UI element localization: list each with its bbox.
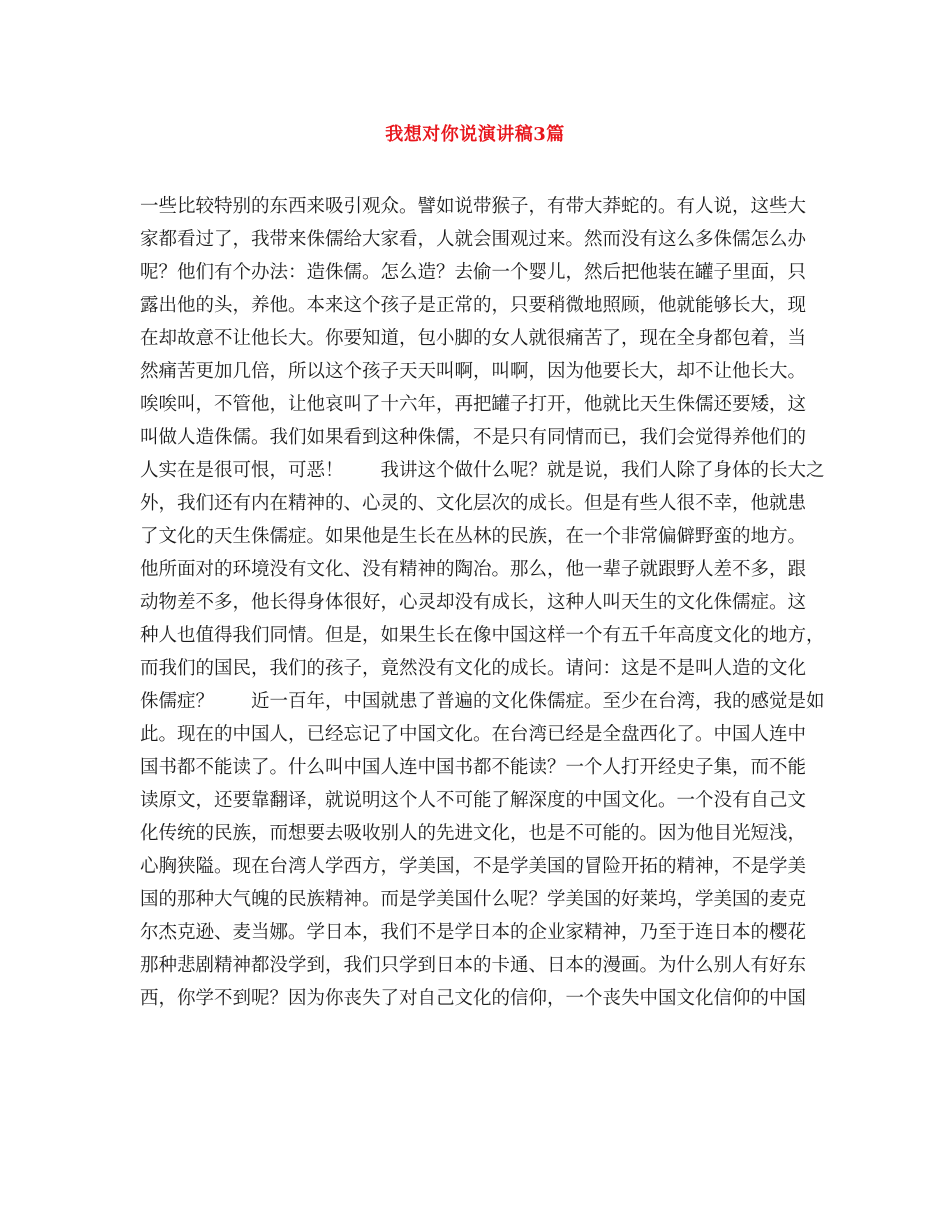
body-line: 心胸狭隘。现在台湾人学西方，学美国，不是学美国的冒险开拓的精神，不是学美 [140, 856, 807, 877]
document-body [140, 190, 825, 1015]
body-line: 呢？他们有个办法：造侏儒。怎么造？去偷一个婴儿，然后把他装在罐子里面，只 [140, 262, 807, 283]
body-line: 那种悲剧精神都没学到，我们只学到日本的卡通、日本的漫画。为什么别人有好东 [140, 955, 807, 976]
body-line: 此。现在的中国人，已经忘记了中国文化。在台湾已经是全盘西化了。中国人连中 [140, 724, 807, 745]
body-line: 侏儒症？ 近一百年，中国就患了普遍的文化侏儒症。至少在台湾，我的感觉是如 [140, 691, 825, 712]
body-line: 叫做人造侏儒。我们如果看到这种侏儒，不是只有同情而已，我们会觉得养他们的 [140, 427, 807, 448]
body-line: 露出他的头，养他。本来这个孩子是正常的，只要稍微地照顾，他就能够长大，现 [140, 295, 807, 316]
body-line: 国书都不能读了。什么叫中国人连中国书都不能读？一个人打开经史子集，而不能 [140, 757, 807, 778]
body-line: 尔杰克逊、麦当娜。学日本，我们不是学日本的企业家精神，乃至于连日本的樱花 [140, 922, 807, 943]
body-line: 唉唉叫，不管他，让他哀叫了十六年，再把罐子打开，他就比天生侏儒还要矮，这 [140, 394, 807, 415]
body-line: 一些比较特别的东西来吸引观众。譬如说带猴子，有带大莽蛇的。有人说，这些大 [140, 196, 807, 217]
body-line: 动物差不多，他长得身体很好，心灵却没有成长，这种人叫天生的文化侏儒症。这 [140, 592, 807, 613]
document-title: 我想对你说演讲稿3篇 [385, 124, 565, 145]
body-line: 而我们的国民，我们的孩子，竟然没有文化的成长。请问：这是不是叫人造的文化 [140, 658, 807, 679]
body-line: 西，你学不到呢？因为你丧失了对自己文化的信仰，一个丧失中国文化信仰的中国 [140, 988, 807, 1009]
body-line: 化传统的民族，而想要去吸收别人的先进文化，也是不可能的。因为他目光短浅， [140, 823, 807, 844]
body-line: 外，我们还有内在精神的、心灵的、文化层次的成长。但是有些人很不幸，他就患 [140, 493, 807, 514]
body-line: 读原文，还要靠翻译，就说明这个人不可能了解深度的中国文化。一个没有自己文 [140, 790, 807, 811]
body-line: 种人也值得我们同情。但是，如果生长在像中国这样一个有五千年高度文化的地方， [140, 625, 825, 646]
body-line: 他所面对的环境没有文化、没有精神的陶冶。那么，他一辈子就跟野人差不多，跟 [140, 559, 807, 580]
body-line: 家都看过了，我带来侏儒给大家看，人就会围观过来。然而没有这么多侏儒怎么办 [140, 229, 807, 250]
body-line: 国的那种大气魄的民族精神。而是学美国什么呢？学美国的好莱坞，学美国的麦克 [140, 889, 807, 910]
body-line: 了文化的天生侏儒症。如果他是生长在丛林的民族，在一个非常偏僻野蛮的地方。 [140, 526, 807, 547]
body-line: 人实在是很可恨，可恶！ 我讲这个做什么呢？就是说，我们人除了身体的长大之 [140, 460, 825, 481]
body-line: 然痛苦更加几倍，所以这个孩子天天叫啊，叫啊，因为他要长大，却不让他长大。 [140, 361, 807, 382]
body-line: 在却故意不让他长大。你要知道，包小脚的女人就很痛苦了，现在全身都包着，当 [140, 328, 807, 349]
